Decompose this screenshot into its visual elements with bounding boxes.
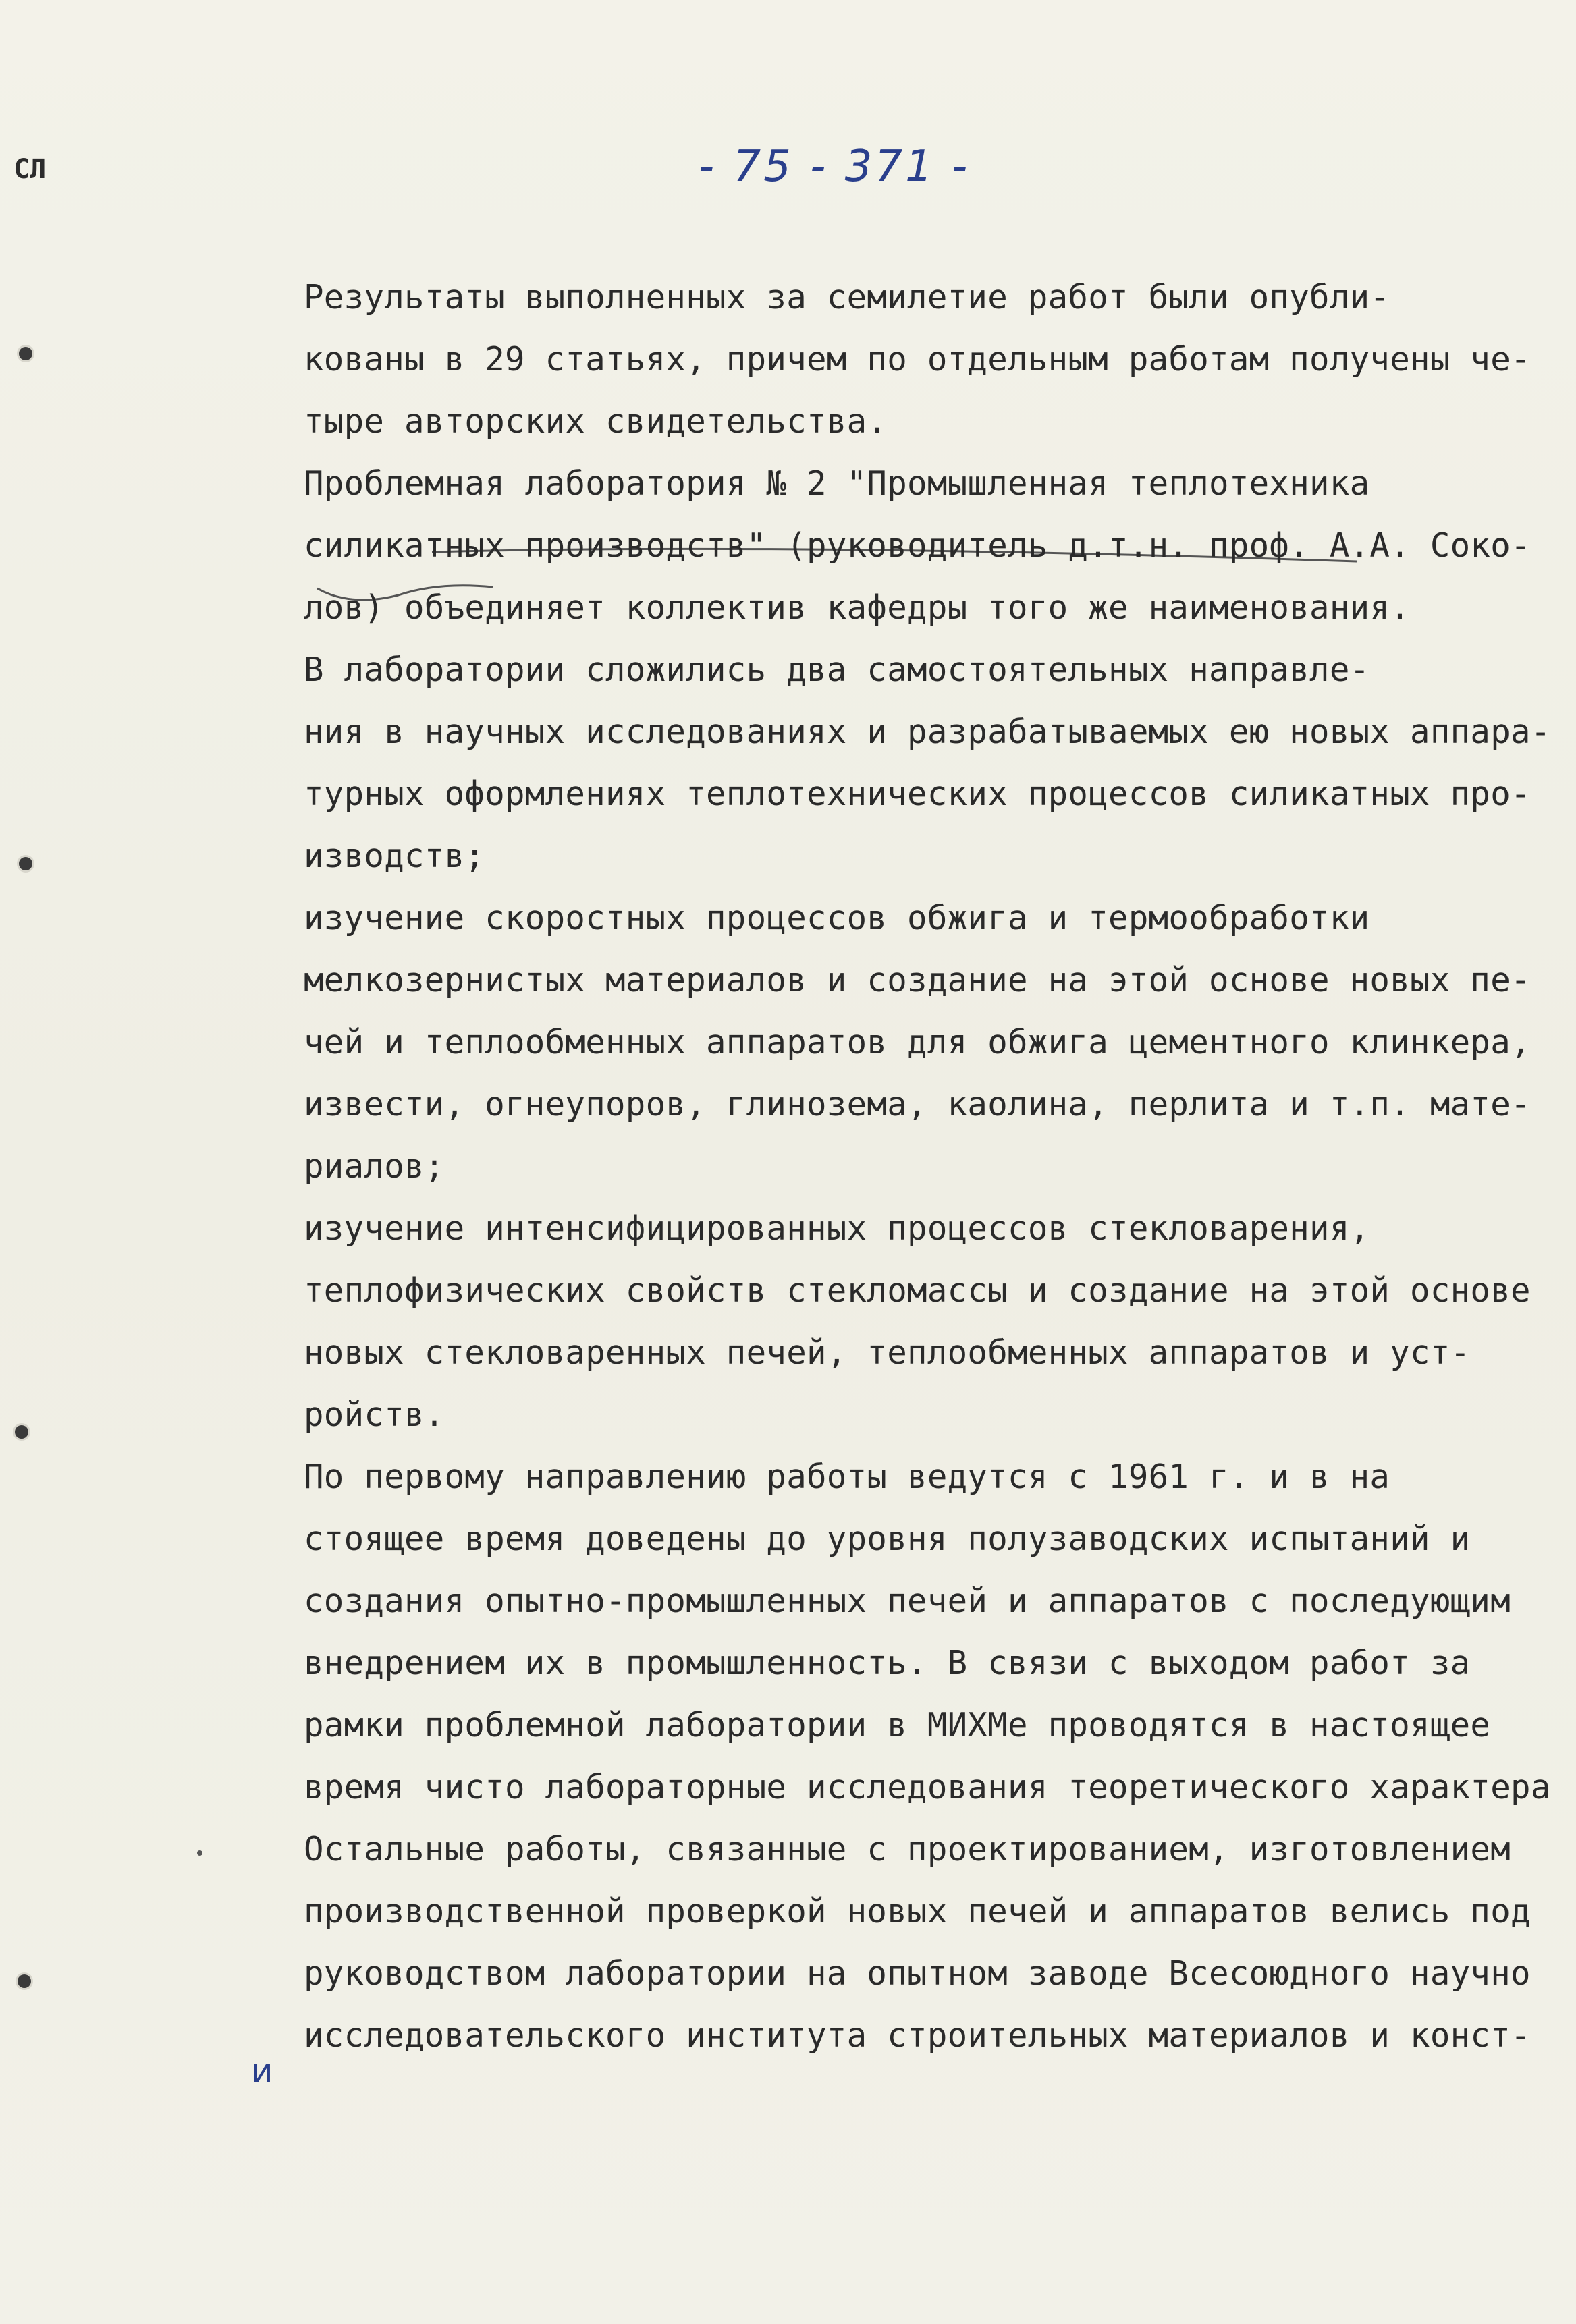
text-line: По первому направлению работы ведутся с 1961 г. и в на bbox=[304, 1458, 1390, 1496]
text-line: лов) объединяет коллектив кафедры того же наименования. bbox=[304, 588, 1411, 627]
text-line: изучение скоростных процессов обжига и термообработки bbox=[304, 899, 1370, 937]
text-line: мелкозернистых материалов и создание на этой основе новых пе- bbox=[304, 961, 1531, 999]
text-line: исследовательского института строительных материалов и конст- bbox=[304, 2016, 1531, 2055]
text-line: изводств; bbox=[304, 837, 485, 875]
text-line: изучение интенсифицированных процессов стекловарения, bbox=[304, 1209, 1370, 1248]
text-line: чей и теплообменных аппаратов для обжига цементного клинкера, bbox=[304, 1023, 1531, 1061]
punch-hole bbox=[18, 1974, 31, 1988]
text-line: ния в научных исследованиях и разрабатываемых ею новых аппара- bbox=[304, 713, 1551, 751]
corner-mark: СЛ bbox=[13, 154, 47, 185]
page-number: - 75 - 371 - bbox=[699, 142, 971, 192]
ink-speck bbox=[197, 1850, 202, 1856]
text-line: Проблемная лаборатория № 2 "Промышленная теплотехника bbox=[304, 464, 1370, 503]
punch-hole bbox=[15, 1425, 28, 1439]
text-line: рамки проблемной лаборатории в МИХМе проводятся в настоящее bbox=[304, 1706, 1491, 1744]
margin-note: и bbox=[251, 2051, 273, 2091]
text-line: руководством лаборатории на опытном заводе Всесоюдного научно bbox=[304, 1954, 1531, 1993]
text-line: кованы в 29 статьях, причем по отдельным работам получены че- bbox=[304, 340, 1531, 379]
text-line: тыре авторских свидетельства. bbox=[304, 402, 888, 441]
text-line: стоящее время доведены до уровня полузаводских испытаний и bbox=[304, 1520, 1471, 1558]
document-body bbox=[304, 267, 1573, 2067]
text-line: внедрением их в промышленность. В связи с выходом работ за bbox=[304, 1644, 1471, 1682]
text-line: новых стекловаренных печей, теплообменных аппаратов и уст- bbox=[304, 1333, 1471, 1372]
text-line: ройств. bbox=[304, 1395, 445, 1434]
text-line: Остальные работы, связанные с проектированием, изготовлением bbox=[304, 1830, 1511, 1869]
text-line: создания опытно-промышленных печей и аппаратов с последующим bbox=[304, 1582, 1511, 1620]
text-line: В лаборатории сложились два самостоятельных направле- bbox=[304, 651, 1370, 689]
punch-hole bbox=[19, 347, 32, 360]
text-line: силикатных производств" (руководитель д.т.н. проф. А.А. Соко- bbox=[304, 526, 1531, 565]
text-line: теплофизических свойств стекломассы и создание на этой основе bbox=[304, 1271, 1531, 1310]
text-line: извести, огнеупоров, глинозема, каолина, перлита и т.п. мате- bbox=[304, 1085, 1531, 1124]
text-line: риалов; bbox=[304, 1147, 445, 1186]
text-line: турных оформлениях теплотехнических процессов силикатных про- bbox=[304, 775, 1531, 813]
text-line: Результаты выполненных за семилетие работ были опубли- bbox=[304, 278, 1390, 316]
text-line: время чисто лабораторные исследования теоретического характера bbox=[304, 1768, 1551, 1806]
punch-hole bbox=[19, 857, 32, 870]
text-line: производственной проверкой новых печей и аппаратов велись под bbox=[304, 1892, 1531, 1931]
